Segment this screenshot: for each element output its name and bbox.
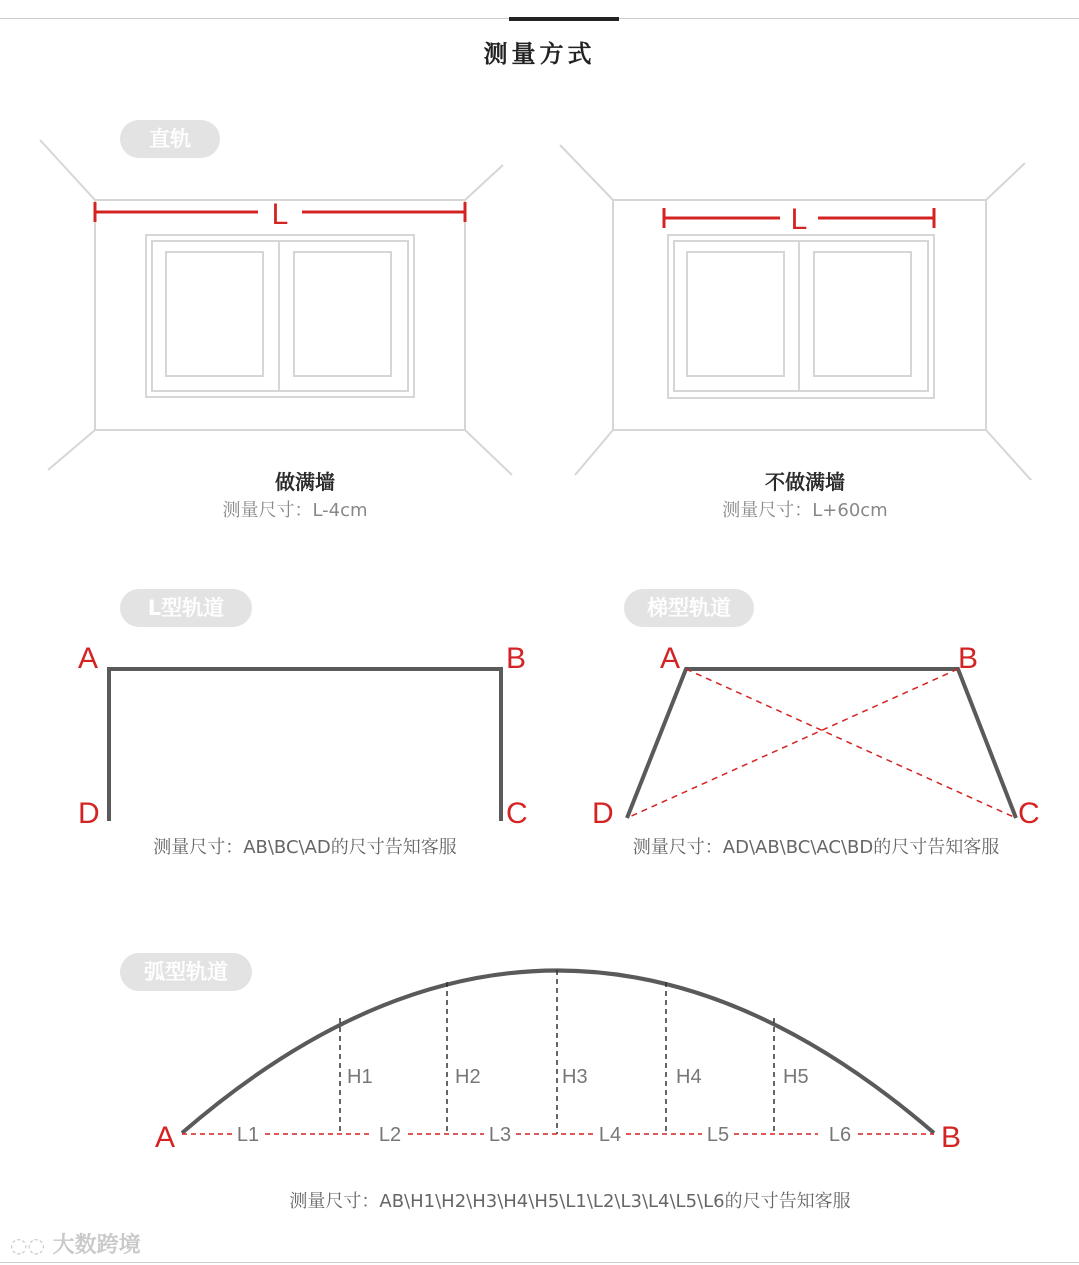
point-a-label: A (155, 1121, 176, 1154)
point-d-label: D (78, 797, 100, 830)
length-label-l6: L6 (828, 1124, 852, 1146)
height-label-h2: H2 (455, 1066, 481, 1088)
watermark (10, 1228, 141, 1259)
bottom-rule (0, 1262, 1079, 1263)
point-b-label: B (506, 642, 527, 675)
length-label-l1: L1 (236, 1124, 260, 1146)
l-track-measure: 测量尺寸：AB\BC\AD的尺寸告知客服 (153, 837, 457, 858)
tag-straight-track: 直轨 (120, 120, 220, 158)
caption-not-full-wall-title: 不做满墙 (765, 470, 845, 494)
page-title: 测量方式 (483, 40, 596, 68)
dim-label-l: L (271, 198, 289, 231)
caption-full-wall-title: 做满墙 (275, 470, 335, 494)
caption-not-full-wall-measure: 测量尺寸：L+60cm (722, 500, 888, 521)
length-label-l3: L3 (488, 1124, 512, 1146)
watermark-text: 大数跨境 (52, 1233, 141, 1258)
point-b-label: B (958, 642, 979, 675)
point-c-label: C (1018, 797, 1040, 830)
length-label-l2: L2 (378, 1124, 402, 1146)
trapezoid-track-diagram (585, 630, 1050, 830)
point-b-label: B (941, 1121, 962, 1154)
dim-label-l: L (790, 203, 808, 236)
length-label-l5: L5 (706, 1124, 730, 1146)
height-label-h1: H1 (347, 1066, 373, 1088)
room-diagram-full-wall (30, 130, 530, 480)
point-a-label: A (660, 642, 681, 675)
trapezoid-track-measure: 测量尺寸：AD\AB\BC\AC\BD的尺寸告知客服 (632, 837, 1000, 858)
arc-track-diagram (140, 955, 980, 1165)
l-track-diagram (70, 630, 540, 830)
title-accent-bar (509, 17, 619, 21)
arc-track-measure: 测量尺寸：AB\H1\H2\H3\H4\H5\L1\L2\L3\L4\L5\L6的尺寸告知客服 (289, 1191, 851, 1212)
watermark-logo-icon: ◌◌ (10, 1233, 45, 1257)
tag-l-track: L型轨道 (120, 589, 252, 627)
tag-trapezoid-track: 梯型轨道 (624, 589, 754, 627)
height-label-h4: H4 (676, 1066, 702, 1088)
height-label-h5: H5 (783, 1066, 809, 1088)
point-c-label: C (506, 797, 528, 830)
point-a-label: A (78, 642, 99, 675)
length-label-l4: L4 (598, 1124, 622, 1146)
height-label-h3: H3 (562, 1066, 588, 1088)
room-diagram-not-full-wall (550, 130, 1050, 480)
caption-full-wall-measure: 测量尺寸：L-4cm (222, 500, 368, 521)
point-d-label: D (592, 797, 614, 830)
tag-arc-track: 弧型轨道 (120, 953, 252, 991)
